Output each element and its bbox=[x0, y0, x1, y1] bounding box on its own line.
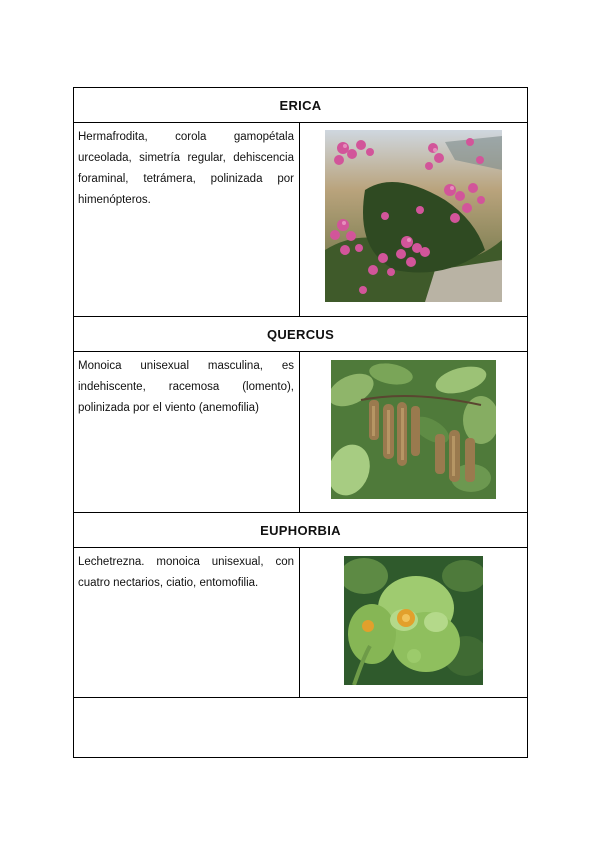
plant-row-euphorbia bbox=[74, 548, 527, 698]
plant-description-euphorbia: Lechetrezna. monoica unisexual, con cuatro nectarios, ciatio, entomofilia. bbox=[74, 548, 300, 697]
plant-row-erica bbox=[74, 123, 527, 317]
plant-image-cell-quercus bbox=[300, 352, 527, 512]
plant-row-quercus bbox=[74, 352, 527, 513]
oak-catkins-photo bbox=[331, 360, 496, 499]
plant-image-cell-euphorbia bbox=[300, 548, 527, 697]
plant-description-quercus: Monoica unisexual masculina, es indehiscente, racemosa (lomento), polinizada por el viento (anemofilia) bbox=[74, 352, 300, 512]
heather-flowers-photo bbox=[325, 130, 502, 302]
plant-image-cell-erica bbox=[300, 123, 527, 316]
plant-title-erica: ERICA bbox=[74, 88, 527, 123]
empty-row bbox=[74, 698, 527, 757]
plant-title-quercus: QUERCUS bbox=[74, 317, 527, 352]
plant-table bbox=[73, 87, 528, 758]
plant-title-euphorbia: EUPHORBIA bbox=[74, 513, 527, 548]
spurge-cyathium-photo bbox=[344, 556, 483, 685]
plant-description-erica: Hermafrodita, corola gamopétala urceolada, simetría regular, dehiscencia foraminal, tetrámera, polinizada por himenópteros. bbox=[74, 123, 300, 316]
